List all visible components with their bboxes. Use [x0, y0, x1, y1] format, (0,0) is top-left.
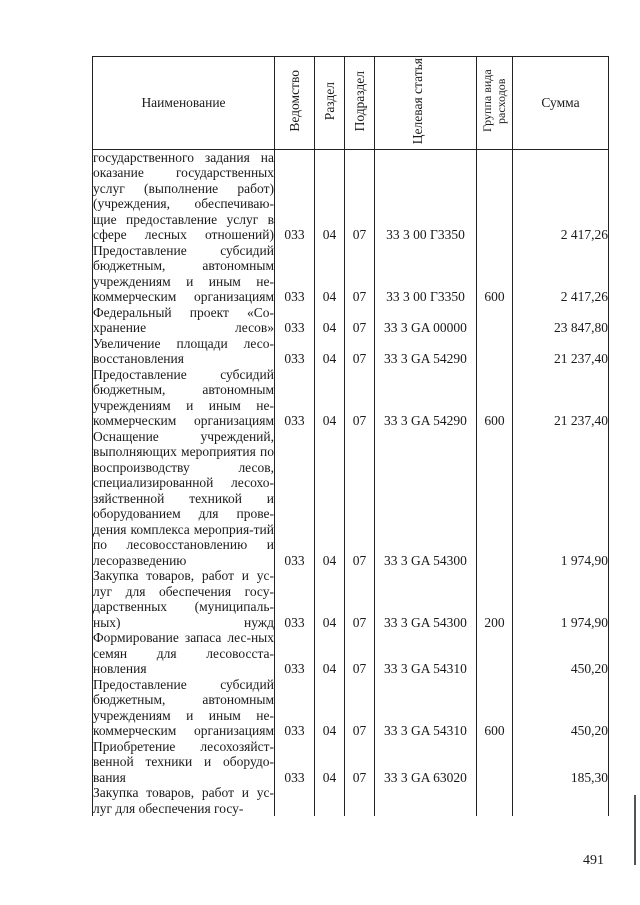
row-target-article-cell: 33 3 00 Г3350 — [375, 243, 477, 305]
row-subsection-cell: 07 — [345, 429, 375, 569]
row-section-cell: 04 — [315, 149, 345, 243]
header-subsection: Подраздел — [345, 57, 375, 150]
table-row — [93, 739, 609, 786]
row-section-cell — [315, 785, 345, 816]
row-expense-group-cell: 600 — [477, 677, 513, 739]
row-department-cell: 033 — [275, 336, 315, 367]
header-target-article: Целевая статья — [375, 57, 477, 150]
row-department-cell: 033 — [275, 568, 315, 630]
row-subsection-cell: 07 — [345, 568, 375, 630]
row-target-article-cell — [375, 785, 477, 816]
header-expense-group: Группа вида расходов — [477, 57, 513, 150]
budget-table — [92, 56, 609, 816]
row-section-cell: 04 — [315, 630, 345, 677]
row-subsection-cell: 07 — [345, 336, 375, 367]
row-target-article-cell: 33 3 GA 54290 — [375, 367, 477, 429]
row-subsection-cell: 07 — [345, 305, 375, 336]
row-target-article-cell: 33 3 GA 54300 — [375, 429, 477, 569]
row-amount-cell: 21 237,40 — [513, 336, 609, 367]
row-amount-cell: 450,20 — [513, 677, 609, 739]
scan-edge-mark — [634, 795, 636, 865]
row-department-cell: 033 — [275, 429, 315, 569]
row-expense-group-cell — [477, 336, 513, 367]
row-target-article-cell: 33 3 GA 54310 — [375, 630, 477, 677]
row-target-article-cell: 33 3 GA 00000 — [375, 305, 477, 336]
row-target-article-cell: 33 3 GA 54310 — [375, 677, 477, 739]
table-row — [93, 243, 609, 305]
row-department-cell: 033 — [275, 149, 315, 243]
row-name-cell: Формирование запаса лес-ных семян для лесовосста-новления — [93, 630, 274, 676]
table-body — [93, 149, 609, 816]
row-name-cell: Предоставление субсидий бюджетным, автономным учреждениям и иным не-коммерческим организациям — [93, 366, 274, 428]
row-name-cell: Предоставление субсидий бюджетным, автономным учреждениям и иным не-коммерческим организациям — [93, 676, 274, 738]
row-section-cell: 04 — [315, 568, 345, 630]
row-expense-group-cell: 600 — [477, 243, 513, 305]
row-name-cell: Федеральный проект «Со-хранение лесов» — [93, 304, 274, 335]
row-section-cell: 04 — [315, 305, 345, 336]
row-target-article-cell: 33 3 GA 54300 — [375, 568, 477, 630]
header-department: Ведомство — [275, 57, 315, 150]
page-number: 491 — [583, 853, 604, 868]
row-section-cell: 04 — [315, 429, 345, 569]
table-row — [93, 568, 609, 630]
row-name-cell: Оснащение учреждений, выполняющих мероприятия по воспроизводству лесов, специализированной лесохо-зяйственной техникой и оборудованием для прове-дения комплекса мероприя-тий по лесовосстановлению и лесоразведению — [93, 428, 274, 568]
table-row — [93, 305, 609, 336]
row-amount-cell: 2 417,26 — [513, 149, 609, 243]
row-subsection-cell: 07 — [345, 243, 375, 305]
row-name-cell: государственного задания на оказание государственных услуг (выполнение работ) (учреждения, обеспечиваю-щие предоставление услуг в сфере лесных отношений) — [93, 149, 274, 242]
row-amount-cell: 1 974,90 — [513, 429, 609, 569]
row-section-cell: 04 — [315, 677, 345, 739]
table-header-row — [93, 57, 609, 150]
table-row — [93, 336, 609, 367]
row-section-cell: 04 — [315, 243, 345, 305]
row-department-cell: 033 — [275, 367, 315, 429]
row-subsection-cell — [345, 785, 375, 816]
row-target-article-cell: 33 3 GA 63020 — [375, 739, 477, 786]
row-subsection-cell: 07 — [345, 630, 375, 677]
row-expense-group-cell — [477, 149, 513, 243]
row-expense-group-cell — [477, 429, 513, 569]
table-row — [93, 149, 609, 243]
row-amount-cell: 1 974,90 — [513, 568, 609, 630]
row-expense-group-cell: 200 — [477, 568, 513, 630]
row-name-cell: Закупка товаров, работ и ус-луг для обеспечения госу- — [93, 785, 274, 816]
row-name-cell: Увеличение площади лесо-восстановления — [93, 335, 274, 366]
header-section: Раздел — [315, 57, 345, 150]
table-row — [93, 677, 609, 739]
header-amount: Сумма — [513, 57, 609, 150]
table-row — [93, 785, 609, 816]
row-name-cell: Закупка товаров, работ и ус-луг для обеспечения госу-дарственных (муниципаль-ных) нужд — [93, 568, 274, 630]
row-department-cell: 033 — [275, 305, 315, 336]
row-amount-cell — [513, 785, 609, 816]
row-subsection-cell: 07 — [345, 149, 375, 243]
row-expense-group-cell — [477, 305, 513, 336]
header-name: Наименование — [93, 57, 275, 150]
row-department-cell: 033 — [275, 630, 315, 677]
row-target-article-cell: 33 3 00 Г3350 — [375, 149, 477, 243]
row-subsection-cell: 07 — [345, 739, 375, 786]
row-subsection-cell: 07 — [345, 677, 375, 739]
row-section-cell: 04 — [315, 367, 345, 429]
row-amount-cell: 21 237,40 — [513, 367, 609, 429]
row-amount-cell: 23 847,80 — [513, 305, 609, 336]
row-department-cell — [275, 785, 315, 816]
row-section-cell: 04 — [315, 739, 345, 786]
row-department-cell: 033 — [275, 243, 315, 305]
table-row — [93, 429, 609, 569]
row-name-cell: Приобретение лесохозяйст-венной техники и оборудо-вания — [93, 738, 274, 785]
row-expense-group-cell — [477, 739, 513, 786]
row-section-cell: 04 — [315, 336, 345, 367]
row-department-cell: 033 — [275, 739, 315, 786]
row-expense-group-cell — [477, 785, 513, 816]
row-expense-group-cell: 600 — [477, 367, 513, 429]
row-amount-cell: 185,30 — [513, 739, 609, 786]
row-name-cell: Предоставление субсидий бюджетным, автономным учреждениям и иным не-коммерческим организациям — [93, 242, 274, 304]
row-amount-cell: 2 417,26 — [513, 243, 609, 305]
row-amount-cell: 450,20 — [513, 630, 609, 677]
row-target-article-cell: 33 3 GA 54290 — [375, 336, 477, 367]
row-subsection-cell: 07 — [345, 367, 375, 429]
table-row — [93, 630, 609, 677]
table-row — [93, 367, 609, 429]
row-expense-group-cell — [477, 630, 513, 677]
row-department-cell: 033 — [275, 677, 315, 739]
